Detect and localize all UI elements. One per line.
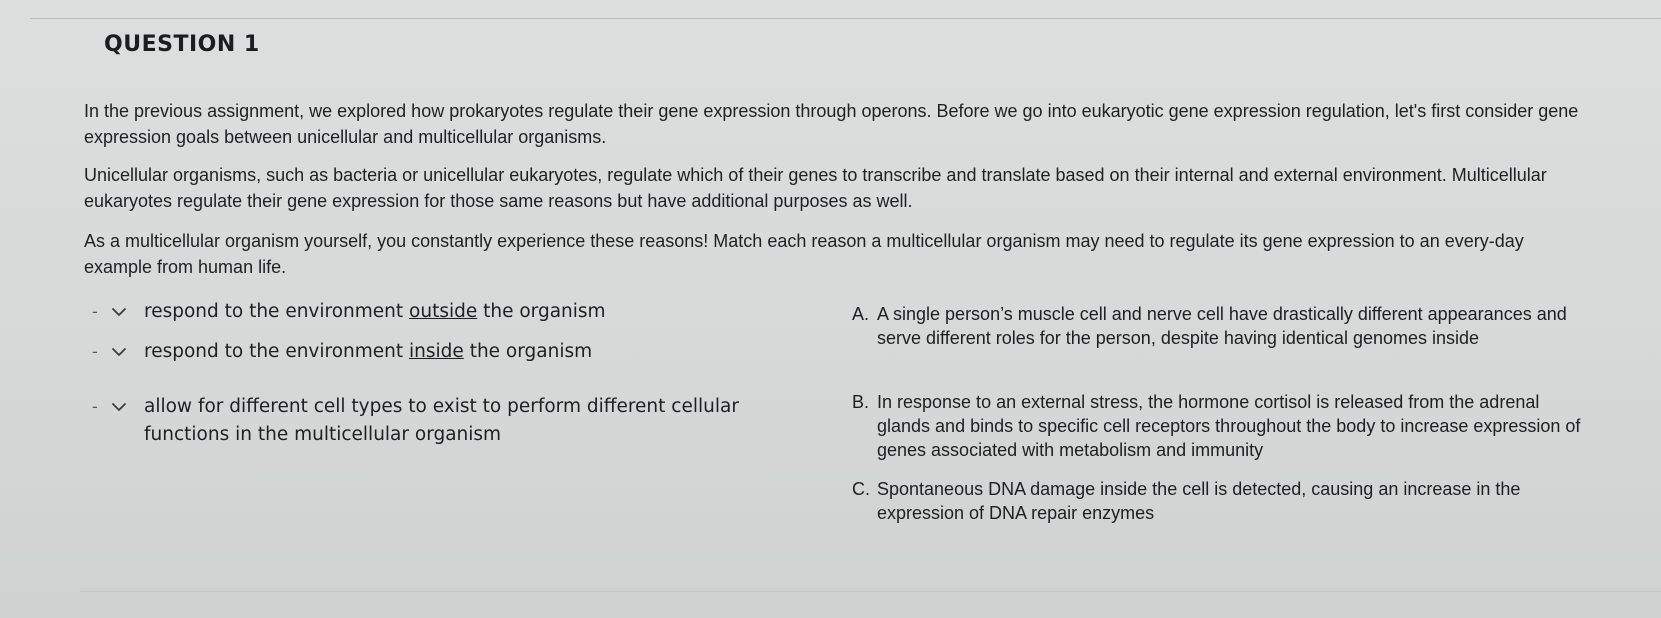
task-paragraph: As a multicellular organism yourself, you constantly experience these reasons! Match each reason a multicellular organism may need to regulate its gene expression to an every-day example from human life. xyxy=(84,231,1524,277)
answer-text: Spontaneous DNA damage inside the cell is detected, causing an increase in the expression of DNA repair enzymes xyxy=(877,479,1521,523)
match-row-cell-types xyxy=(92,393,794,449)
answer-letter: B. xyxy=(852,392,870,412)
select-value: - xyxy=(92,342,98,361)
select-value: - xyxy=(92,397,98,416)
answer-choice-b xyxy=(852,390,1597,462)
answer-letter: C. xyxy=(852,479,870,499)
answer-text: In response to an external stress, the hormone cortisol is released from the adrenal glands and binds to specific cell receptors throughout the body to increase expression of genes associated with metabolism and immunity xyxy=(877,392,1581,460)
answer-select-1[interactable] xyxy=(92,298,144,326)
prompt-label: respond to the environment outside the organism xyxy=(144,301,606,322)
answer-choice-c xyxy=(852,477,1597,525)
answer-choice-a xyxy=(852,302,1597,350)
intro-paragraph: In the previous assignment, we explored how prokaryotes regulate their gene expression through operons. Before we go into eukaryotic gene expression regulation, let's first consider gene expression goals between unicellular and multicellular organisms. xyxy=(84,101,1579,147)
bottom-divider xyxy=(80,591,1661,592)
answer-text: A single person’s muscle cell and nerve cell have drastically different appearances and serve different roles for the person, despite having identical genomes inside xyxy=(877,304,1567,348)
chevron-down-icon xyxy=(108,301,130,323)
chevron-down-icon xyxy=(108,341,130,363)
answer-letter: A. xyxy=(852,304,870,324)
answer-select-3[interactable] xyxy=(92,393,144,421)
top-divider xyxy=(30,18,1661,19)
answer-select-2[interactable] xyxy=(92,338,144,366)
prompt-label: allow for different cell types to exist to perform different cellular functions in the multicellular organism xyxy=(144,396,739,445)
context-paragraph: Unicellular organisms, such as bacteria or unicellular eukaryotes, regulate which of their genes to transcribe and translate based on their internal and external environment. Multicellular eukaryotes regulate their gene expression for those same reasons but have additional purposes as well. xyxy=(84,165,1547,211)
select-value: - xyxy=(92,302,98,321)
match-row-inside xyxy=(92,338,794,366)
prompt-label: respond to the environment inside the organism xyxy=(144,341,593,362)
match-row-outside xyxy=(92,298,794,326)
question-title: QUESTION 1 xyxy=(104,32,260,57)
chevron-down-icon xyxy=(108,396,130,418)
